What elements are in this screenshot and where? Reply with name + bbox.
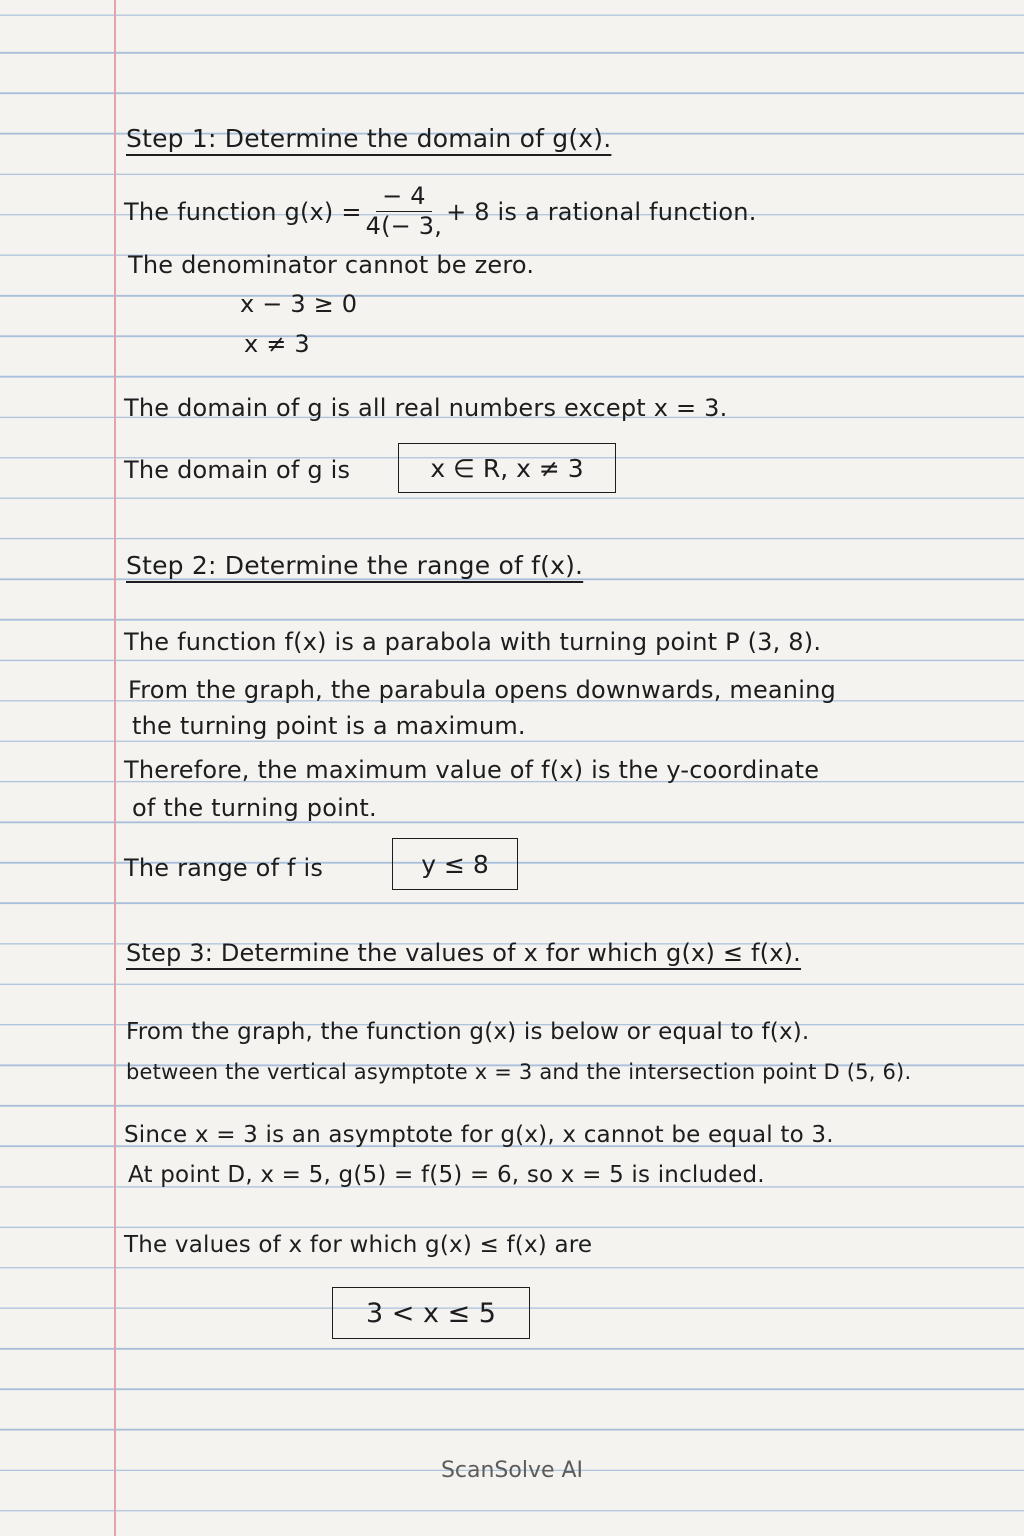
step2-line2: From the graph, the parabula opens downwards, meaning [128,676,836,704]
step3-answer-box [332,1287,530,1339]
fraction [366,184,442,239]
margin-line [114,0,116,1536]
step3-line1: From the graph, the function g(x) is below or equal to f(x). [126,1019,810,1045]
fraction-denominator: 4(− 3, [365,212,443,241]
step1-heading: Step 1: Determine the domain of g(x). [126,124,612,153]
step2-line3: the turning point is a maximum. [132,712,526,740]
fraction-numerator: − 4 [376,184,432,212]
step3-line4: At point D, x = 5, g(5) = f(5) = 6, so x = 5 is included. [128,1162,765,1188]
step3-answer: 3 < x ≤ 5 [366,1297,496,1329]
step2-line4: Therefore, the maximum value of f(x) is the y-coordinate [124,756,820,784]
step1-function-line [124,184,757,239]
step1-line3: The domain of g is all real numbers except x = 3. [124,394,728,422]
footer-brand: ScanSolve AI [440,1458,584,1483]
step2-heading: Step 2: Determine the range of f(x). [126,551,584,580]
step1-equation-2: x ≠ 3 [244,330,310,358]
step3-heading: Step 3: Determine the values of x for which g(x) ≤ f(x). [126,939,801,967]
step2-line1: The function f(x) is a parabola with turning point P (3, 8). [124,628,822,656]
step3-line3: Since x = 3 is an asymptote for g(x), x cannot be equal to 3. [124,1122,834,1148]
step1-function-prefix: The function g(x) = [124,197,362,226]
step1-equation-1: x − 3 ≥ 0 [240,290,358,318]
step1-function-suffix: + 8 is a rational function. [446,197,757,226]
step1-answer-box [398,443,616,493]
step3-line2: between the vertical asymptote x = 3 and the intersection point D (5, 6). [126,1060,912,1084]
step2-answer: y ≤ 8 [421,849,489,879]
step1-line4: The domain of g is [124,456,351,484]
step2-answer-box [392,838,518,890]
step1-answer: x ∈ R, x ≠ 3 [430,453,584,483]
step1-line2: The denominator cannot be zero. [128,251,535,279]
step3-line5: The values of x for which g(x) ≤ f(x) are [124,1232,593,1258]
step2-line5: of the turning point. [132,794,377,822]
step2-line6: The range of f is [124,854,324,882]
